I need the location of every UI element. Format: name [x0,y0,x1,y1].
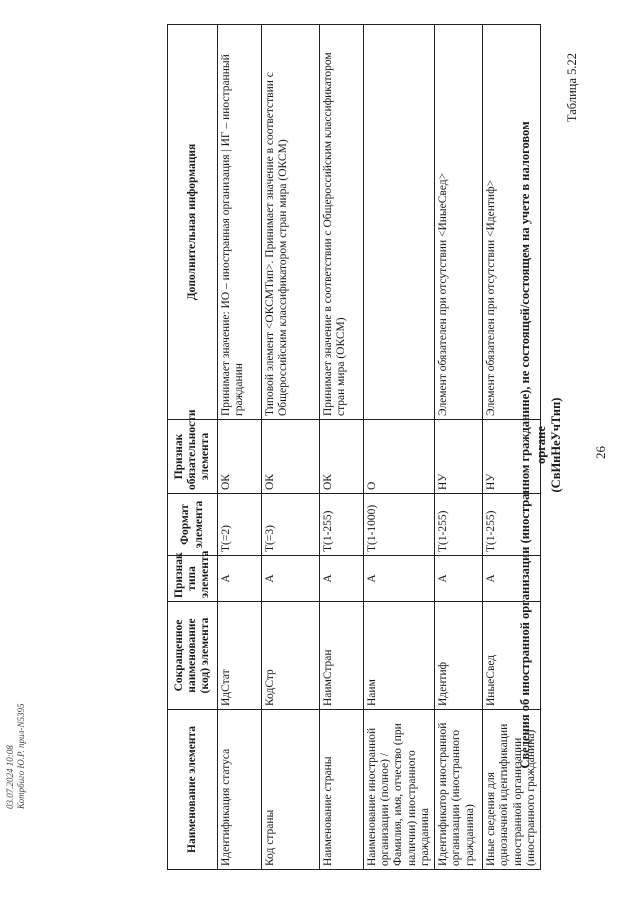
cell-code: КодСтр [262,602,320,710]
cell-name: Код страны [262,710,320,870]
table-row [483,25,541,870]
cell-type: А [320,556,364,602]
cell-required: НУ [483,420,541,494]
stamp-date: 03.07.2024 10:08 [5,745,15,809]
table-row [320,25,364,870]
cell-name: Иные сведения для однозначной идентификации иностранной организации (иностранного гражданина) [483,710,541,870]
signature-stamp [5,704,27,809]
cell-type: А [218,556,262,602]
cell-code: Идентиф [435,602,483,710]
header-element-code: Сокращенное наименование (код) элемента [168,602,218,710]
cell-required: НУ [435,420,483,494]
cell-code: ИныеСвед [483,602,541,710]
table-row [364,25,435,870]
table-row [218,25,262,870]
cell-name: Наименование страны [320,710,364,870]
cell-format: T(1-255) [483,494,541,556]
cell-format: T(1-1000) [364,494,435,556]
cell-format: T(=2) [218,494,262,556]
stamp-signer: Котрбиго Ю.Р. прил-N5395 [15,703,26,809]
header-element-type: Признак типа элемента [168,556,218,602]
cell-required: ОК [262,420,320,494]
cell-info: Принимает значение: ИО – иностранная организация | ИГ – иностранный гражданин [218,25,262,420]
cell-info: Элемент обязателен при отсутствии <ИныеСвед> [435,25,483,420]
table-label: Таблица 5.22 [565,53,579,123]
cell-type: А [435,556,483,602]
cell-code: НаимСтран [320,602,364,710]
cell-name: Наименование иностранной организации (полное) / Фамилия, имя, отчество (при наличии) иностранного гражданина [364,710,435,870]
cell-format: T(1-255) [435,494,483,556]
header-element-format: Формат элемента [168,494,218,556]
caption-line-1: Сведения об иностранной организации (иностранном гражданине), не состоящей/состоящем на учете в налоговом органе [518,121,548,769]
cell-required: О [364,420,435,494]
cell-format: T(=3) [262,494,320,556]
cell-required: ОК [320,420,364,494]
table-header-row [168,25,218,870]
cell-name: Идентификатор иностранной организации (иностранного гражданина) [435,710,483,870]
cell-code: Наим [364,602,435,710]
page-number: 26 [593,446,608,459]
cell-name: Идентификация статуса [218,710,262,870]
cell-info: Типовой элемент <ОКСМТип>. Принимает значение в соответствии с Общероссийским классификатором стран мира (ОКСМ) [262,25,320,420]
cell-type: А [483,556,541,602]
table-row [262,25,320,870]
cell-info [364,25,435,420]
table-row [435,25,483,870]
cell-type: А [262,556,320,602]
cell-info: Элемент обязателен при отсутствии <Идентиф> [483,25,541,420]
caption-line-2: (СвИнНеУчТип) [549,397,564,493]
header-element-name: Наименование элемента [168,710,218,870]
cell-code: ИдСтат [218,602,262,710]
header-additional-info: Дополнительная информация [168,25,218,420]
cell-info: Принимает значение в соответствии с Общероссийским классификатором стран мира (ОКСМ) [320,25,364,420]
header-element-required: Признак обязательности элемента [168,420,218,494]
spec-table [167,24,541,870]
cell-type: А [364,556,435,602]
cell-format: T(1-255) [320,494,364,556]
cell-required: ОК [218,420,262,494]
